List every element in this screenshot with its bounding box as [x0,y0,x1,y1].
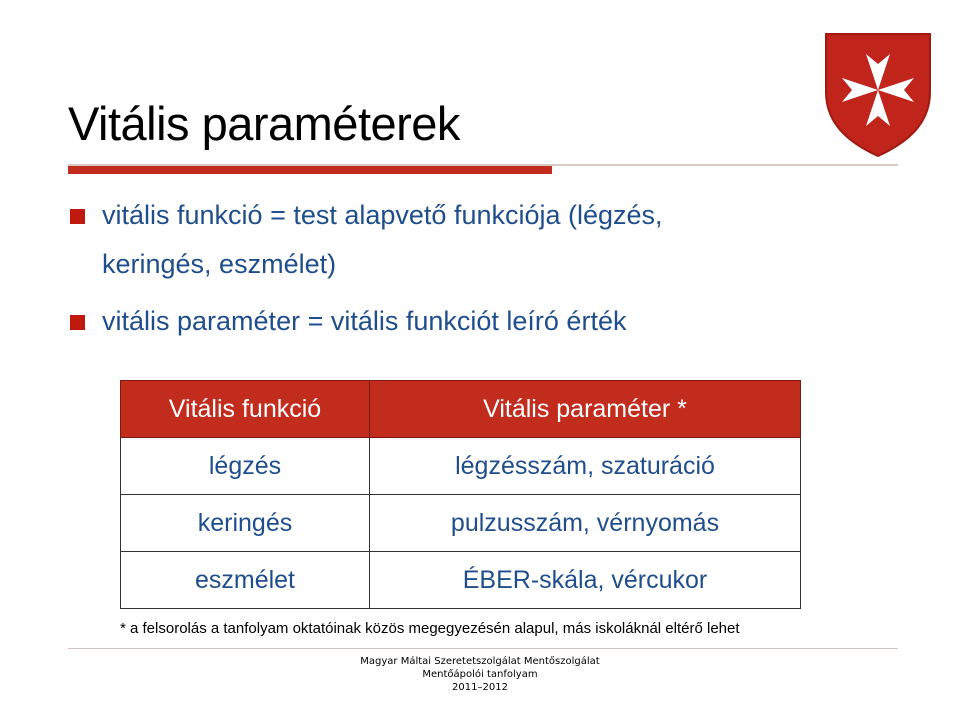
bullet-square-icon [70,209,85,224]
table-cell: eszmélet [121,552,370,609]
vital-parameters-table [120,380,801,609]
footer-organization: Magyar Máltai Szeretetszolgálat Mentőszolgálat [360,656,600,667]
footer-divider [68,648,898,649]
bullet-square-icon [70,315,85,330]
footer [340,655,620,694]
footnote: * a felsorolás a tanfolyam oktatóinak közös megegyezésén alapul, más iskoláknál eltérő lehet [120,620,740,637]
table-row [121,552,801,609]
table-header-row [121,381,801,438]
maltese-cross-shield-icon [822,30,934,158]
footer-course: Mentőápolói tanfolyam [422,669,538,680]
bullet-1-line-1: vitális funkció = test alapvető funkciója (légzés, [102,200,663,230]
table-cell: ÉBER-skála, vércukor [370,552,801,609]
title-accent-bar [68,166,552,174]
table-row [121,495,801,552]
bullet-2-line-1: vitális paraméter = vitális funkciót leíró érték [102,306,627,336]
footer-years: 2011–2012 [452,682,508,693]
table-cell: légzésszám, szaturáció [370,438,801,495]
table-cell: pulzusszám, vérnyomás [370,495,801,552]
table-cell: légzés [121,438,370,495]
table-cell: keringés [121,495,370,552]
table-row [121,438,801,495]
table-header-cell: Vitális funkció [121,381,370,438]
bullet-1-line-2: keringés, eszmélet) [102,249,337,279]
table-header-cell: Vitális paraméter * [370,381,801,438]
slide-title: Vitális paraméterek [68,97,460,150]
